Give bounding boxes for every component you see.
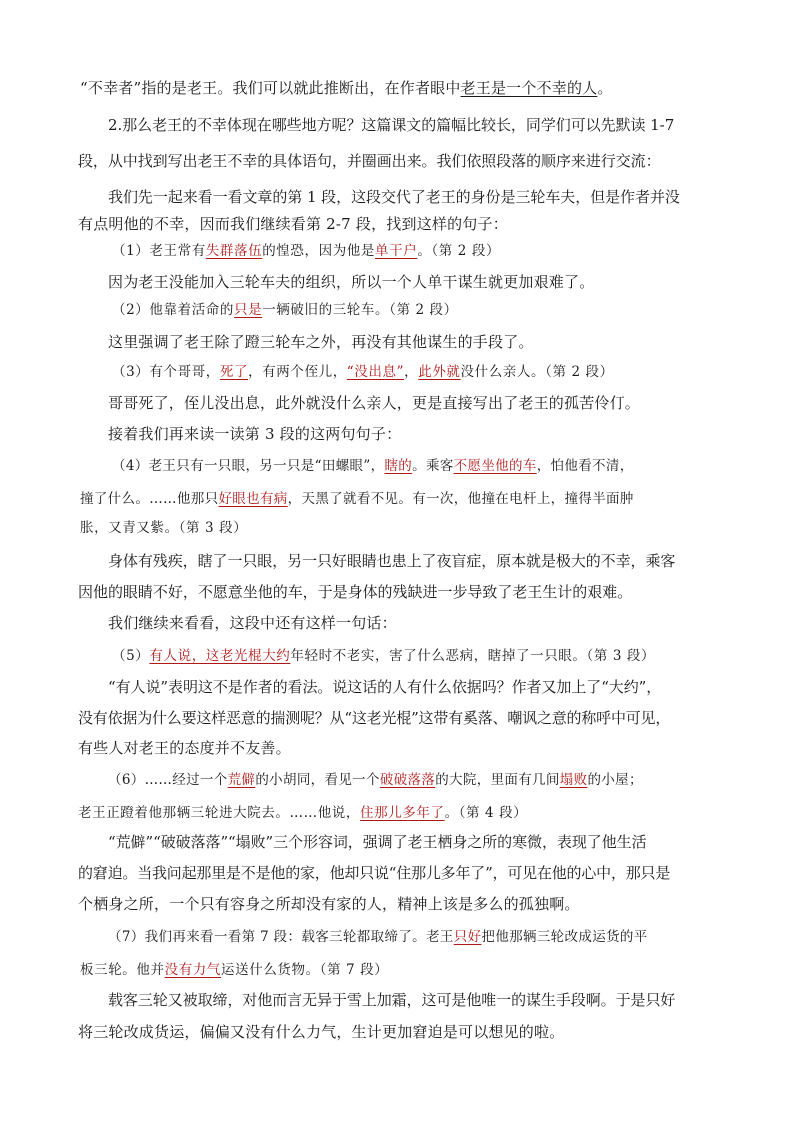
text-segment: 。（第 4 段） xyxy=(444,805,528,821)
text-line xyxy=(78,708,792,728)
emphasized-phrase: 失群落伍 xyxy=(205,243,263,259)
text-line xyxy=(108,927,786,947)
text-segment: 因为老王没能加入三轮车夫的组织，所以一个人单干谋生就更加艰难了。 xyxy=(108,273,595,291)
text-line xyxy=(108,677,786,697)
text-segment: 年轻时不老实，害了什么恶病，瞎掉了一只眼。（第 3 段） xyxy=(290,648,656,664)
text-segment: ， xyxy=(404,364,419,380)
emphasized-phrase: 没有力气 xyxy=(164,962,222,978)
text-segment: （7）我们再来看一看第 7 段：载客三轮都取缔了。老王 xyxy=(108,929,454,945)
text-segment: （2）他靠着活命的 xyxy=(112,302,234,318)
text-segment: 撞了什么。……他那只 xyxy=(80,491,219,507)
text-line xyxy=(108,832,786,852)
text-segment: 这里强调了老王除了蹬三轮车之外，再没有其他谋生的手段了。 xyxy=(108,333,534,351)
underlined-phrase: 老王是一个不幸的人 xyxy=(460,79,598,97)
emphasized-phrase: 住那儿多年了 xyxy=(360,805,445,821)
text-segment: ，天黑了就看不见。有一次，他撞在电杆上，撞得半面肿 xyxy=(287,491,634,507)
text-segment: 段，从中找到写出老王不幸的具体语句，并圈画出来。我们依照段落的顺序来进行交流： xyxy=(78,152,661,170)
text-line xyxy=(78,1022,564,1042)
text-segment: 一辆破旧的三轮车。（第 2 段） xyxy=(262,302,458,318)
text-segment: （5） xyxy=(112,648,150,664)
text-segment: （4）老王只有一只眼，另一只是“田螺眼”， xyxy=(112,458,385,474)
text-segment: 老王正蹬着他那辆三轮进大院去。……他说， xyxy=(78,805,360,821)
text-segment: 运送什么货物。（第 7 段） xyxy=(221,962,389,978)
text-line xyxy=(108,393,640,413)
text-line xyxy=(78,582,784,602)
text-segment: 我们先一起来看一看文章的第 1 段，这段交代了老王的身份是三轮车夫，但是作者并没 xyxy=(108,188,680,206)
emphasized-phrase: 不愿坐他的车 xyxy=(453,458,537,474)
text-line xyxy=(108,990,786,1010)
text-line xyxy=(78,214,508,234)
text-segment: 个栖身之所，一个只有容身之所却没有家的人，精神上该是多么的孤独啊。 xyxy=(78,895,580,913)
emphasized-phrase: 此外就 xyxy=(418,364,461,380)
text-segment: 载客三轮又被取缔，对他而言无异于雪上加霜，这可是他唯一的谋生手段啊。于是只好 xyxy=(108,991,676,1009)
text-line xyxy=(108,424,401,444)
text-segment: 身体有残疾，瞎了一只眼，另一只好眼睛也患上了夜盲症，原本就是极大的不幸，乘客 xyxy=(108,552,676,570)
text-segment: 板三轮。他并 xyxy=(80,962,165,978)
text-line xyxy=(108,770,786,790)
text-line xyxy=(108,115,786,135)
emphasized-phrase: 死了 xyxy=(219,364,249,380)
text-segment: 我们继续来看看，这段中还有这样一句话： xyxy=(108,614,397,632)
text-segment: ，有两个侄儿， xyxy=(248,364,347,380)
text-line xyxy=(112,300,458,320)
text-line xyxy=(80,960,388,980)
text-line xyxy=(112,456,786,476)
text-line xyxy=(78,151,786,171)
emphasized-phrase: 只好 xyxy=(453,929,482,945)
text-line xyxy=(80,78,613,98)
text-segment: 。乘客 xyxy=(412,458,454,474)
emphasized-phrase: 破破落落 xyxy=(379,772,436,788)
emphasized-phrase: “没出息” xyxy=(346,364,405,380)
text-line xyxy=(108,272,594,292)
text-line xyxy=(80,518,247,538)
text-line xyxy=(80,489,786,509)
text-segment: 因他的眼睛不好，不愿意坐他的车，于是身体的残缺进一步导致了老王生计的艰难。 xyxy=(78,583,633,601)
text-line xyxy=(78,803,527,823)
text-segment: （1）老王常有 xyxy=(112,243,206,259)
emphasized-phrase: 只是 xyxy=(234,302,263,318)
text-line xyxy=(108,613,397,633)
text-segment: “有人说”表明这不是作者的看法。说这话的人有什么依据吗？作者又加上了“大约”， xyxy=(108,678,662,696)
text-segment: 接着我们再来读一读第 3 段的这两句句子： xyxy=(108,425,402,443)
emphasized-phrase: 有人说，这老光棍大约 xyxy=(149,648,291,664)
text-segment: 的小胡同，看见一个 xyxy=(255,772,380,788)
text-segment: 的小屋； xyxy=(587,772,643,788)
emphasized-phrase: 单干户 xyxy=(375,243,418,259)
text-line xyxy=(108,551,786,571)
text-line xyxy=(78,738,291,758)
text-segment: 有点明他的不幸，因而我们继续看第 2-7 段，找到这样的句子： xyxy=(78,215,508,233)
text-line xyxy=(112,241,500,261)
text-segment: （3）有个哥哥， xyxy=(112,364,220,380)
text-segment: 没什么亲人。（第 2 段） xyxy=(460,364,614,380)
text-segment: 把他那辆三轮改成运货的平 xyxy=(481,929,648,945)
text-segment: 的惶恐，因为他是 xyxy=(262,243,376,259)
text-line xyxy=(108,187,786,207)
text-line xyxy=(78,894,580,914)
emphasized-phrase: 好眼也有病 xyxy=(218,491,288,507)
text-segment: 2.那么老王的不幸体现在哪些地方呢？这篇课文的篇幅比较长，同学们可以先默读 1-7 xyxy=(108,116,675,134)
emphasized-phrase: 荒僻 xyxy=(227,772,256,788)
text-segment: “不幸者”指的是老王。我们可以就此推断出，在作者眼中 xyxy=(80,79,461,97)
text-segment: 。 xyxy=(597,79,613,97)
text-segment: （6）……经过一个 xyxy=(108,772,228,788)
text-segment: 没有依据为什么要这样恶意的揣测呢？从“这老光棍”这带有奚落、嘲讽之意的称呼中可见， xyxy=(78,709,671,727)
text-segment: 将三轮改成货运，偏偏又没有什么力气，生计更加窘迫是可以想见的啦。 xyxy=(78,1023,565,1041)
text-segment: 。（第 2 段） xyxy=(417,243,501,259)
text-segment: 的大院，里面有几间 xyxy=(435,772,560,788)
text-line xyxy=(108,332,534,352)
text-segment: 有些人对老王的态度并不友善。 xyxy=(78,739,291,757)
text-segment: 哥哥死了，侄儿没出息，此外就没什么亲人，更是直接写出了老王的孤苦伶仃。 xyxy=(108,394,641,412)
emphasized-phrase: 塌败 xyxy=(559,772,588,788)
text-line xyxy=(112,646,655,666)
text-segment: 的窘迫。当我问起那里是不是他的家，他却只说“住那儿多年了”，可见在他的心中，那只是 xyxy=(78,864,671,882)
emphasized-phrase: 瞎的 xyxy=(384,458,413,474)
text-segment: ，怕他看不清， xyxy=(536,458,634,474)
text-segment: 胀，又青又紫。（第 3 段） xyxy=(80,520,248,536)
text-line xyxy=(112,362,614,382)
text-line xyxy=(78,863,792,883)
text-segment: “荒僻”“破破落落”“塌败”三个形容词，强调了老王栖身之所的寒微，表现了他生活 xyxy=(108,833,647,851)
